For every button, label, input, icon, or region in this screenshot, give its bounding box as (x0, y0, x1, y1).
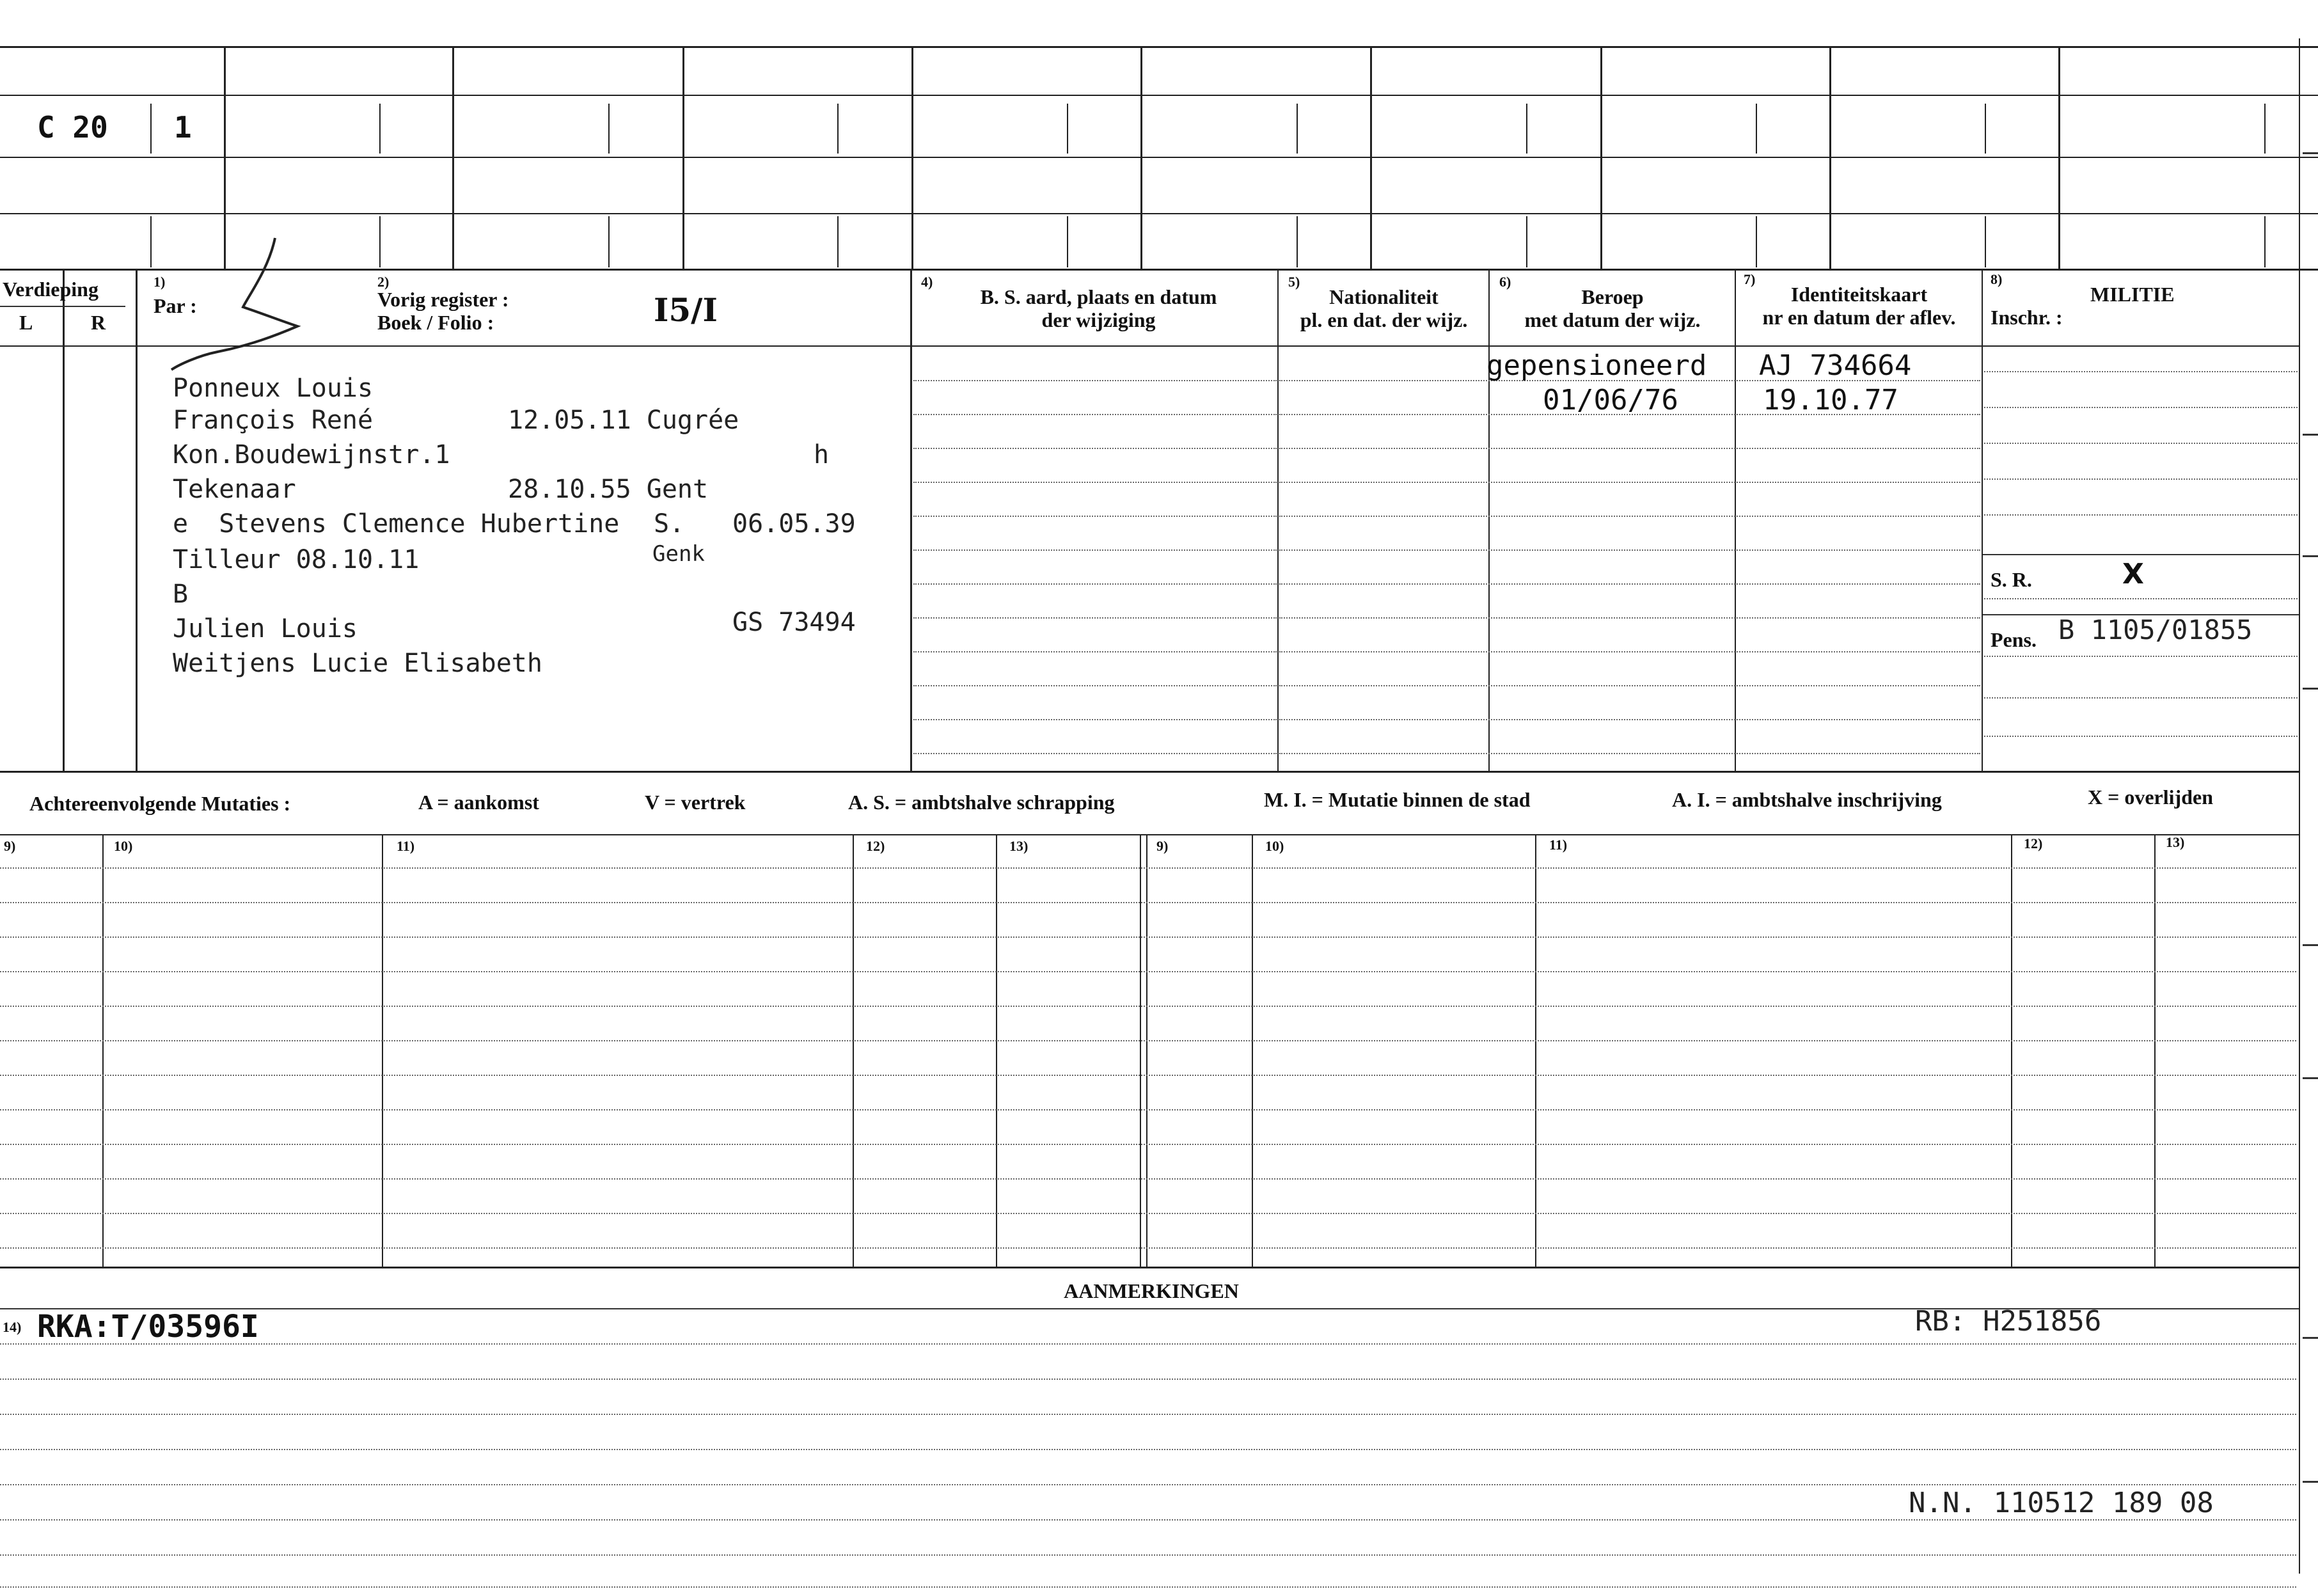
inschr-label: Inschr. : (1991, 306, 2063, 329)
mut-col-12b: 12) (2024, 835, 2043, 851)
nationaliteit-label: Nationaliteit (1329, 285, 1439, 308)
nationaliteit-sub: pl. en dat. der wijz. (1300, 308, 1468, 331)
card-number: 1 (174, 110, 192, 145)
par-number: 1) (154, 274, 166, 290)
col-l-label: L (19, 311, 33, 334)
person-father: Julien Louis (173, 614, 358, 644)
person-surname: Ponneux Louis (173, 374, 374, 403)
boek-folio-value: I5/I (654, 291, 718, 329)
identity-card-number: AJ 734664 (1759, 349, 1912, 382)
person-b: B (173, 580, 189, 609)
remarks-number: 14) (3, 1319, 22, 1335)
mut-col-11: 11) (397, 838, 415, 854)
person-place: Genk (652, 541, 705, 567)
bs-header-line2: der wijziging (1041, 308, 1156, 331)
mut-col-13b: 13) (2166, 834, 2185, 850)
beroep-number: 6) (1499, 274, 1511, 290)
person-spouse-birth: Tilleur 08.10.11 (173, 545, 420, 574)
legend-ai: A. I. = ambtshalve inschrijving (1672, 788, 1942, 811)
col-r-label: R (91, 311, 106, 334)
person-given-names: François René (173, 406, 374, 435)
militie-number: 8) (1991, 271, 2003, 287)
mut-col-9: 9) (4, 838, 16, 854)
id-number: 7) (1744, 271, 1756, 287)
legend-a: A = aankomst (418, 791, 539, 814)
pens-label: Pens. (1991, 628, 2037, 651)
legend-v: V = vertrek (645, 791, 746, 814)
vorig-register-label: Vorig register : (377, 288, 509, 311)
boek-folio-label: Boek / Folio : (377, 311, 494, 334)
legend-mi: M. I. = Mutatie binnen de stad (1264, 788, 1531, 811)
person-gs-code: GS 73494 (732, 608, 856, 637)
mutations-title: Achtereenvolgende Mutaties : (29, 792, 291, 815)
sr-label: S. R. (1991, 568, 2032, 591)
person-mark-h: h (814, 440, 830, 470)
mut-col-12: 12) (866, 838, 885, 854)
beroep-sub: met datum der wijz. (1524, 308, 1701, 331)
nat-number: 5) (1288, 274, 1300, 290)
rb-reference: RB: H251856 (1915, 1305, 2102, 1338)
rka-reference: RKA:T/03596I (37, 1309, 259, 1345)
verdieping-label: Verdieping (3, 278, 99, 301)
mut-col-9b: 9) (1156, 838, 1169, 854)
pens-value: B 1105/01855 (2058, 614, 2253, 645)
mut-col-11b: 11) (1549, 837, 1568, 853)
archive-code: C 20 (37, 110, 108, 145)
bs-number: 4) (921, 274, 933, 290)
remarks-title: AANMERKINGEN (1064, 1279, 1239, 1302)
person-spouse: e Stevens Clemence Hubertine (173, 509, 620, 539)
mut-col-13: 13) (1009, 838, 1029, 854)
national-number: N.N. 110512 189 08 (1909, 1487, 2214, 1519)
mut-col-10: 10) (114, 838, 133, 854)
vorig-number: 2) (377, 274, 390, 290)
beroep-date: 01/06/76 (1543, 384, 1678, 416)
person-occupation: Tekenaar (173, 475, 296, 504)
legend-x: X = overlijden (2088, 786, 2213, 809)
legend-as: A. S. = ambtshalve schrapping (848, 791, 1115, 814)
person-mother: Weitjens Lucie Elisabeth (173, 649, 542, 678)
signature-scribble (166, 230, 313, 371)
sr-value: X (2122, 558, 2144, 590)
militie-label: MILITIE (2090, 283, 2175, 306)
person-spouse-s: S. (654, 509, 685, 539)
identiteitskaart-label: Identiteitskaart (1790, 283, 1928, 306)
par-label: Par : (154, 294, 197, 317)
bs-header-line1: B. S. aard, plaats en datum (980, 285, 1217, 308)
person-address: Kon.Boudewijnstr.1 (173, 440, 450, 470)
beroep-value: gepensioneerd (1486, 349, 1707, 382)
person-marriage: 28.10.55 Gent (508, 475, 709, 504)
mut-col-10b: 10) (1265, 838, 1284, 854)
beroep-label: Beroep (1581, 285, 1644, 308)
identiteitskaart-sub: nr en datum der aflev. (1762, 306, 1956, 329)
person-birth: 12.05.11 Cugrée (508, 406, 739, 435)
person-spouse-date: 06.05.39 (732, 509, 856, 539)
identity-card-date: 19.10.77 (1763, 384, 1898, 416)
